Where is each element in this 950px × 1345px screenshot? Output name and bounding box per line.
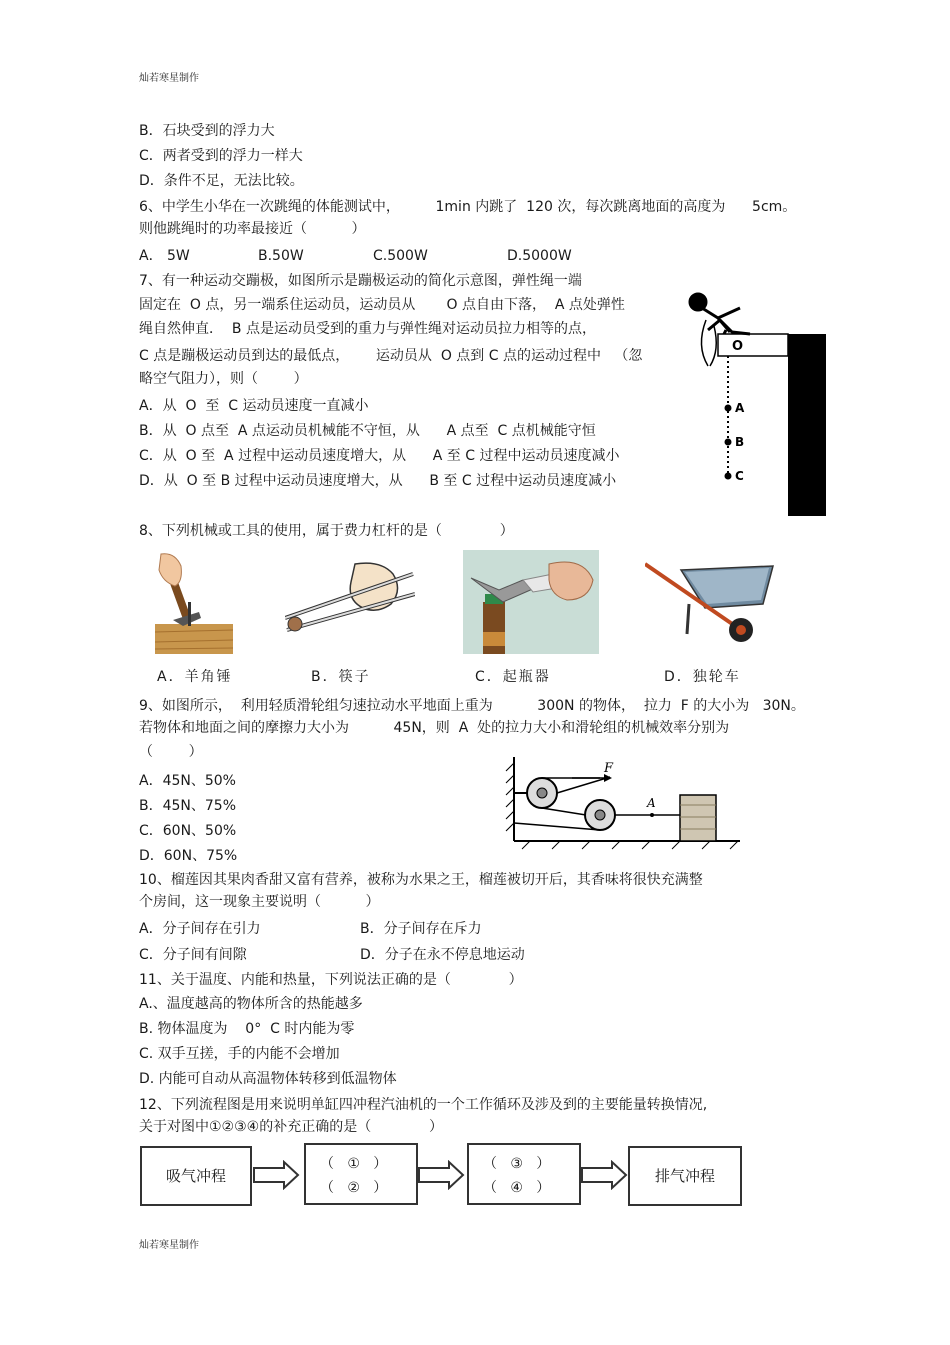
label-a: A xyxy=(735,401,745,415)
q7-option-d: D．从 O 至 B 过程中运动员速度增大，从 B 至 C 过程中运动员速度减小 xyxy=(139,473,617,489)
bungee-diagram xyxy=(680,280,830,520)
q6-option-c: C.500W xyxy=(373,248,428,264)
flow-blank-2: （ ② ） xyxy=(320,1180,388,1196)
chopsticks-image xyxy=(285,560,415,635)
label-a-point: A xyxy=(647,796,656,810)
q8-caption-b: B．筷子 xyxy=(311,669,371,685)
q11-option-b: B. 物体温度为 0° C 时内能为零 xyxy=(139,1021,355,1037)
label-b: B xyxy=(735,435,745,449)
flow-arrow-2 xyxy=(417,1160,467,1190)
q9-option-a: A．45N、50% xyxy=(139,773,236,789)
flow-blank-3: （ ③ ） xyxy=(483,1156,551,1172)
q8-caption-a: A．羊角锤 xyxy=(157,669,233,685)
q10-option-c: C．分子间有间隙 xyxy=(139,947,247,963)
q7-option-b: B．从 O 点至 A 点运动员机械能不守恒，从 A 点至 C 点机械能守恒 xyxy=(139,423,596,439)
q11-option-d: D. 内能可自动从高温物体转移到低温物体 xyxy=(139,1071,397,1087)
q6-stem-line1: 6、中学生小华在一次跳绳的体能测试中， 1min 内跳了 120 次，每次跳离地面的高度为 5cm。 xyxy=(139,199,797,215)
q6-option-b: B.50W xyxy=(258,248,304,264)
q11-option-c: C. 双手互搓，手的内能不会增加 xyxy=(139,1046,340,1062)
q5-option-b: B．石块受到的浮力大 xyxy=(139,123,275,139)
q10-option-b: B．分子间存在斥力 xyxy=(360,921,482,937)
object-block xyxy=(680,795,716,841)
point-c-dot xyxy=(725,473,732,480)
page-footer: 灿若寒星制作 xyxy=(139,1240,199,1251)
q8-caption-c: C．起瓶器 xyxy=(475,669,551,685)
q7-stem-line3: 绳自然伸直． B 点是运动员受到的重力与弹性绳对运动员拉力相等的点， xyxy=(139,321,596,337)
pulley-diagram xyxy=(500,755,745,850)
q10-option-d: D．分子在永不停息地运动 xyxy=(360,947,525,963)
flow-box-intake: 吸气冲程 xyxy=(140,1146,252,1206)
page-header: 灿若寒星制作 xyxy=(139,73,199,84)
q9-option-b: B．45N、75% xyxy=(139,798,237,814)
wheelbarrow-image xyxy=(645,554,777,644)
flow-blank-4: （ ④ ） xyxy=(483,1180,551,1196)
q9-option-c: C．60N、50% xyxy=(139,823,237,839)
cliff-block xyxy=(788,334,826,516)
claw-hammer-image xyxy=(155,552,233,654)
label-f: F xyxy=(604,761,614,776)
label-o: O xyxy=(732,339,744,354)
q7-stem-line4: C 点是蹦极运动员到达的最低点， 运动员从 O 点到 C 点的运动过程中 （忽 xyxy=(139,348,643,364)
q7-option-c: C．从 O 至 A 过程中运动员速度增大，从 A 至 C 过程中运动员速度减小 xyxy=(139,448,620,464)
q10-option-a: A．分子间存在引力 xyxy=(139,921,261,937)
q10-stem-line1: 10、榴莲因其果肉香甜又富有营养，被称为水果之王，榴莲被切开后，其香味将很快充满整 xyxy=(139,872,703,888)
q6-option-d: D.5000W xyxy=(507,248,572,264)
q7-stem-line1: 7、有一种运动交蹦极，如图所示是蹦极运动的简化示意图，弹性绳一端 xyxy=(139,273,582,289)
q7-option-a: A．从 O 至 C 运动员速度一直减小 xyxy=(139,398,369,414)
q7-stem-line5: 略空气阻力），则（ ） xyxy=(139,371,308,387)
flow-arrow-3 xyxy=(580,1160,630,1190)
label-c: C xyxy=(735,469,744,483)
platform xyxy=(718,334,788,356)
q12-stem-line1: 12、下列流程图是用来说明单缸四冲程汽油机的一个工作循环及涉及到的主要能量转换情况, xyxy=(139,1097,708,1113)
q5-option-c: C．两者受到的浮力一样大 xyxy=(139,148,303,164)
q10-stem-line2: 个房间，这一现象主要说明（ ） xyxy=(139,894,380,910)
point-a-dot xyxy=(725,405,732,412)
flow-box-3 xyxy=(467,1143,581,1205)
q9-option-d: D．60N、75% xyxy=(139,848,238,864)
flow-box-2 xyxy=(304,1143,418,1205)
q9-stem-line2: 若物体和地面之间的摩擦力大小为 45N，则 A 处的拉力大小和滑轮组的机械效率分别为 xyxy=(139,720,730,736)
q11-stem: 11、关于温度、内能和热量，下列说法正确的是（ ） xyxy=(139,972,523,988)
q9-stem-line1: 9、如图所示， 利用轻质滑轮组匀速拉动水平地面上重为 300N 的物体， 拉力 F 的大小为 30N。 xyxy=(139,698,805,714)
q7-stem-line2: 固定在 O 点，另一端系住运动员，运动员从 O 点自由下落， A 点处弹性 xyxy=(139,297,625,313)
q8-stem: 8、下列机械或工具的使用，属于费力杠杆的是（ ） xyxy=(139,523,514,539)
q6-stem-line2: 则他跳绳时的功率最接近（ ） xyxy=(139,221,366,237)
q8-caption-d: D．独轮车 xyxy=(664,669,741,685)
point-b-dot xyxy=(725,439,732,446)
bottle-opener-image xyxy=(463,550,599,654)
q6-option-a: A． 5W xyxy=(139,248,190,264)
q5-option-d: D．条件不足，无法比较。 xyxy=(139,173,304,189)
flow-blank-1: （ ① ） xyxy=(320,1156,388,1172)
q11-option-a: A.、温度越高的物体所含的热能越多 xyxy=(139,996,363,1012)
flow-box-exhaust: 排气冲程 xyxy=(628,1146,742,1206)
q12-stem-line2: 关于对图中①②③④的补充正确的是（ ） xyxy=(139,1119,444,1135)
q9-stem-line3: （ ） xyxy=(139,744,203,760)
flow-arrow-1 xyxy=(252,1160,302,1190)
